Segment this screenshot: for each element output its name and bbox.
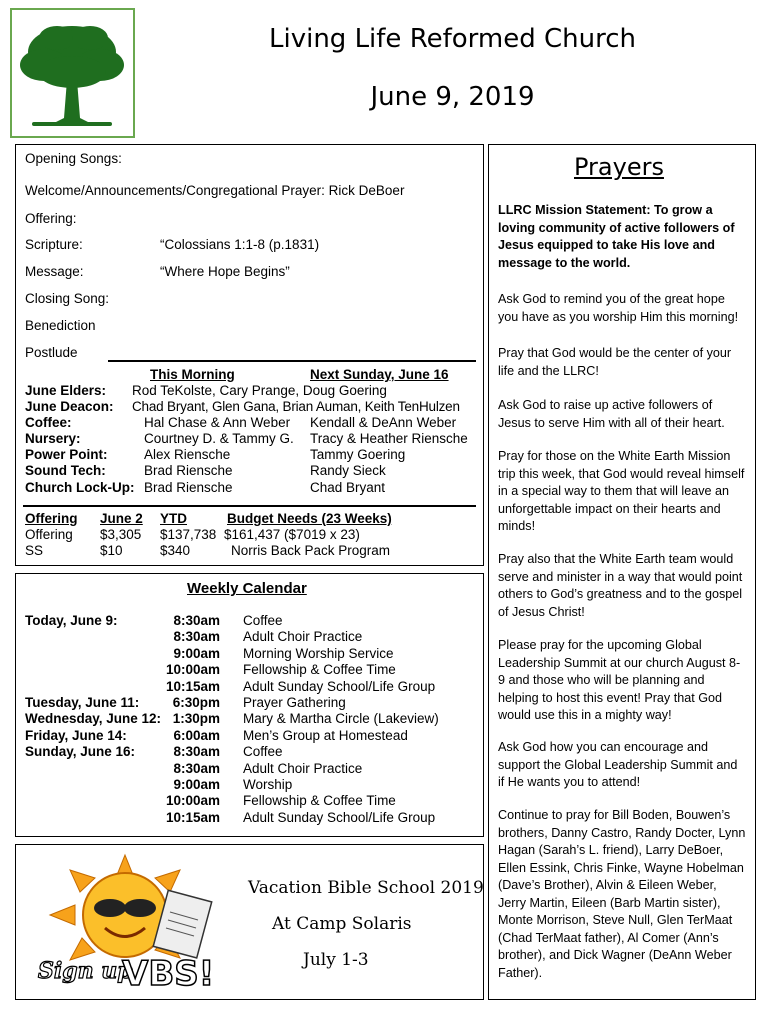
message-value: “Where Hope Begins” <box>160 264 290 279</box>
calendar-event: Morning Worship Service <box>243 645 394 661</box>
calendar-time: 10:15am <box>165 809 220 825</box>
vbs-line2: At Camp Solaris <box>272 914 412 934</box>
prayer-item: Continue to pray for Bill Boden, Bouwen’s brothers, Danny Castro, Randy Docter, Lynn Hagan (Sarah’s L. friend), Larry DeBoer, Ellen Essink, Chris Finke, Wayne Hobelman (Dave’s Brother), Alvin & Eileen Weber, Jerry Martin, Eileen (Barb Martin sister), Monte Morrison, Steve Null, Glen TerMaat (Chad TerMaat father), Al Comer (Ann’s brother), and Dick Wagner (DeAnn Weber Father). <box>498 808 746 980</box>
calendar-event: Fellowship & Coffee Time <box>243 793 396 809</box>
prayer-item: Pray for those on the White Earth Mission trip this week, that God would reveal himself in a special way to them that will leave an unforgettable impact on their hearts and minds! <box>498 449 745 533</box>
calendar-event: Adult Sunday School/Life Group <box>243 678 436 694</box>
divider <box>23 505 476 507</box>
message-label: Message: <box>25 264 84 279</box>
closing-song: Closing Song: <box>25 291 110 306</box>
vbs-line3: July 1-3 <box>303 950 369 970</box>
col-this-morning: This Morning <box>150 367 235 382</box>
prayer-item: Ask God to raise up active followers of Jesus to serve Him with all of their heart. <box>498 398 725 430</box>
prayer-item: Pray that God would be the center of your life and the LLRC! <box>498 346 732 378</box>
volunteer-this: Hal Chase & Ann Weber <box>144 415 291 430</box>
giving-cell: $161,437 ($7019 x 23) <box>224 527 360 542</box>
col-next-sunday: Next Sunday, June 16 <box>310 367 449 382</box>
offering-line: Offering: <box>25 211 77 226</box>
calendar-time: 8:30am <box>173 629 220 645</box>
volunteer-this: Brad Riensche <box>144 480 233 495</box>
sign-up-text: Sign up <box>38 958 133 984</box>
calendar-time: 10:15am <box>165 678 220 694</box>
giving-header: Offering <box>25 511 78 526</box>
volunteer-role: Power Point: <box>25 447 108 462</box>
giving-cell: $340 <box>160 543 191 558</box>
calendar-event: Coffee <box>243 613 283 628</box>
volunteer-this: Courtney D. & Tammy G. <box>144 431 294 446</box>
volunteer-role: Nursery: <box>25 431 81 446</box>
vbs-line1: Vacation Bible School 2019 <box>248 878 484 898</box>
calendar-time: 10:00am <box>165 662 220 678</box>
opening-songs: Opening Songs: <box>25 151 122 166</box>
giving-cell: SS <box>25 543 44 558</box>
giving-header: Budget Needs (23 Weeks) <box>227 511 392 526</box>
calendar-event: Adult Sunday School/Life Group <box>243 809 436 825</box>
calendar-event: Men’s Group at Homestead <box>243 727 408 743</box>
calendar-event: Mary & Martha Circle (Lakeview) <box>243 711 439 727</box>
vbs-graphic <box>30 850 240 990</box>
prayer-item: Ask God to remind you of the great hope you have as you worship Him this morning! <box>498 292 739 324</box>
volunteer-this: Chad Bryant, Glen Gana, Brian Auman, Keith TenHulzen <box>132 399 460 414</box>
vbs-logo-text: VBS! <box>122 954 215 990</box>
giving-cell: $3,305 <box>100 527 142 542</box>
volunteer-this: Alex Riensche <box>144 447 231 462</box>
church-name: Living Life Reformed Church <box>269 24 636 54</box>
benediction: Benediction <box>25 318 96 333</box>
scripture-label: Scripture: <box>25 237 83 252</box>
postlude: Postlude <box>25 345 78 360</box>
welcome-line: Welcome/Announcements/Congregational Prayer: Rick DeBoer <box>25 183 405 198</box>
calendar-time: 6:00am <box>173 727 220 743</box>
calendar-event: Adult Choir Practice <box>243 629 363 645</box>
calendar-time: 1:30pm <box>172 711 220 727</box>
volunteer-next: Randy Sieck <box>310 463 386 478</box>
volunteer-role: June Deacon: <box>25 399 114 414</box>
calendar-event: Fellowship & Coffee Time <box>243 662 396 678</box>
volunteer-this: Rod TeKolste, Cary Prange, Doug Goering <box>132 383 387 398</box>
calendar-day: Today, June 9: <box>25 613 118 628</box>
prayer-item: Pray also that the White Earth team would serve and minister in a way that would point others to God’s greatness and to the gospel of Jesus Christ! <box>498 552 743 619</box>
calendar-time: 10:00am <box>165 793 220 809</box>
calendar-time: 9:00am <box>173 645 220 661</box>
volunteer-next: Kendall & DeAnn Weber <box>310 415 457 430</box>
prayer-item: Please pray for the upcoming Global Leadership Summit at our church August 8-9 and those who will be planning and helping to host this event! Pray that God would use this in a mighty way! <box>498 638 741 722</box>
volunteer-next: Tammy Goering <box>310 447 406 462</box>
calendar-event: Prayer Gathering <box>243 695 346 710</box>
volunteer-next: Chad Bryant <box>310 480 386 495</box>
calendar-time: 9:00am <box>173 777 220 792</box>
scripture-value: “Colossians 1:1-8 (p.1831) <box>160 237 320 252</box>
mission-statement: LLRC Mission Statement: To grow a loving community of active followers of Jesus equipped to take His love and message to the world. <box>498 203 735 270</box>
calendar-event: Worship <box>243 777 293 792</box>
volunteer-role: Coffee: <box>25 415 72 430</box>
giving-cell: Norris Back Pack Program <box>231 543 391 558</box>
calendar-time: 8:30am <box>173 744 220 760</box>
calendar-day: Wednesday, June 12: <box>25 711 162 727</box>
giving-header: June 2 <box>100 511 143 526</box>
calendar-day: Friday, June 14: <box>25 727 127 743</box>
giving-cell: $137,738 <box>160 527 217 542</box>
giving-header: YTD <box>160 511 187 526</box>
calendar-time: 8:30am <box>173 613 220 628</box>
calendar-day: Sunday, June 16: <box>25 744 136 760</box>
giving-cell: $10 <box>100 543 123 558</box>
giving-cell: Offering <box>25 527 73 542</box>
calendar-event: Adult Choir Practice <box>243 760 363 776</box>
calendar-time: 6:30pm <box>172 695 220 710</box>
divider <box>108 360 476 362</box>
calendar-time: 8:30am <box>173 760 220 776</box>
prayer-item: Ask God how you can encourage and support the Global Leadership Summit and if He wants you to attend! <box>498 740 738 789</box>
volunteer-this: Brad Riensche <box>144 463 233 478</box>
bulletin-date: June 9, 2019 <box>370 82 535 112</box>
calendar-title: Weekly Calendar <box>187 580 307 597</box>
volunteer-next: Tracy & Heather Riensche <box>310 431 468 446</box>
volunteer-role: Church Lock-Up: <box>25 480 135 495</box>
prayers-title: Prayers <box>574 153 664 181</box>
calendar-event: Coffee <box>243 744 283 760</box>
volunteer-role: Sound Tech: <box>25 463 106 478</box>
volunteer-role: June Elders: <box>25 383 107 398</box>
order-of-worship-box <box>15 144 484 566</box>
calendar-day: Tuesday, June 11: <box>25 695 140 710</box>
